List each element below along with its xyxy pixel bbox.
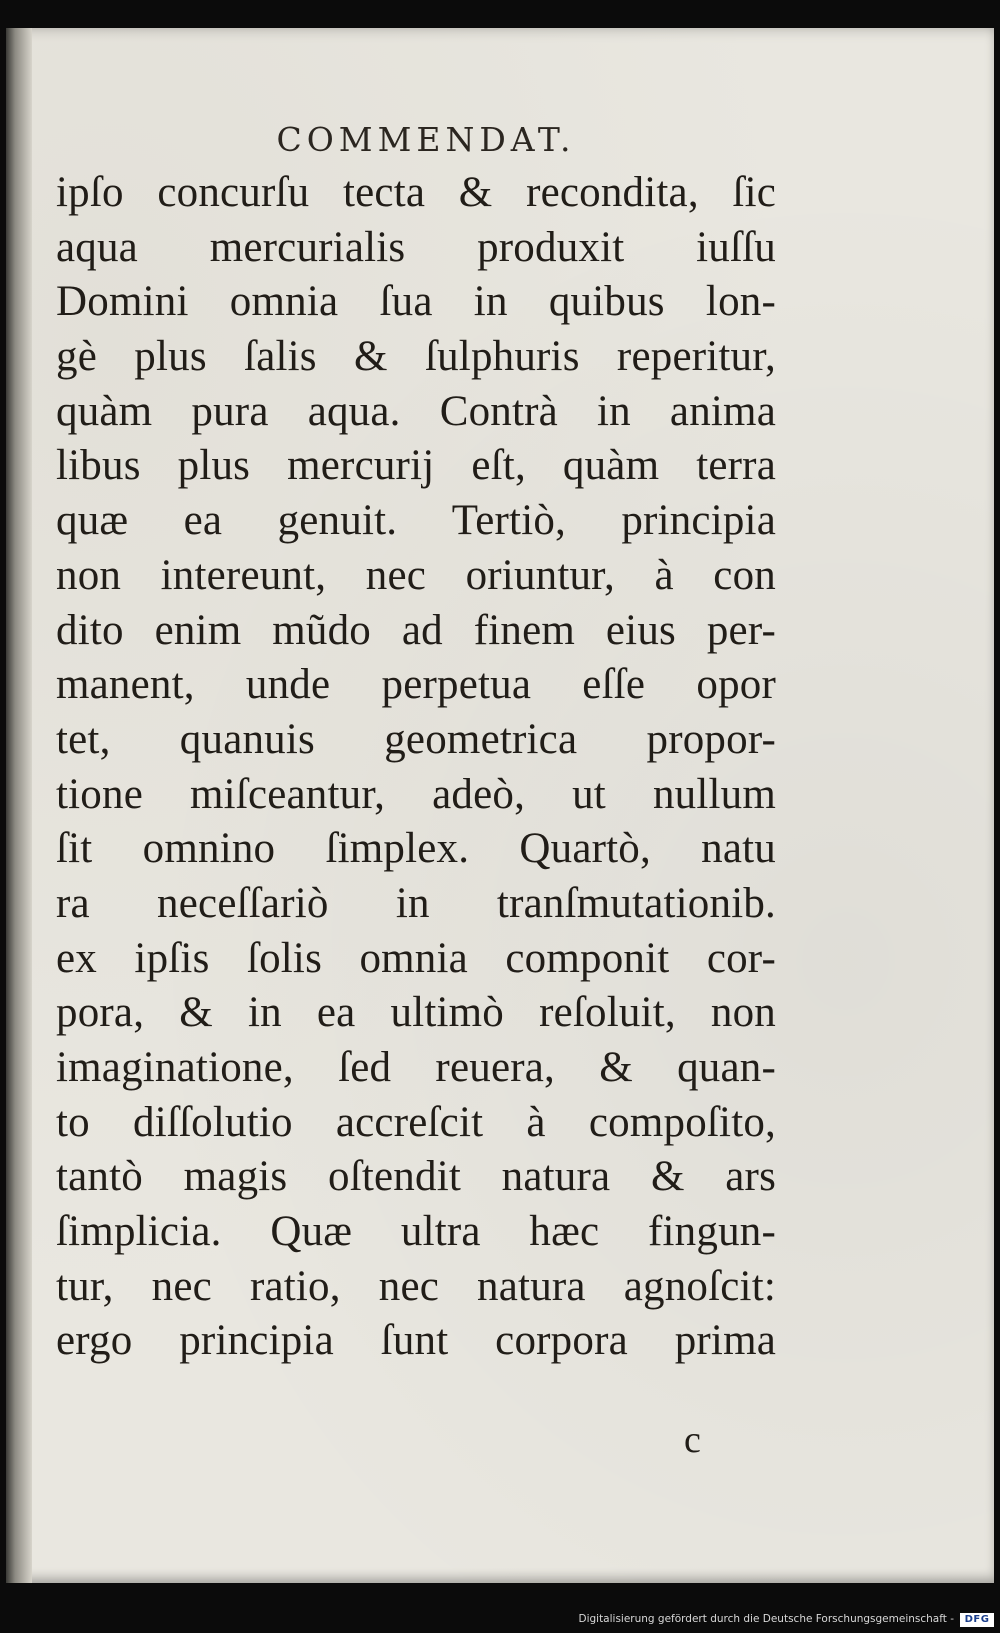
running-head: COMMENDAT. [276, 120, 576, 159]
text-line: ra neceſſariò in tranſmutationib. [56, 879, 776, 927]
digitization-credit: Digitalisierung gefördert durch die Deutsche Forschungsgemeinschaft - [578, 1613, 954, 1625]
text-line: gè plus ſalis & ſulphuris reperitur, [56, 333, 776, 381]
text-line: tet, quanuis geometrica propor- [56, 715, 776, 763]
text-line: dito enim mũdo ad finem eius per- [56, 606, 776, 654]
dfg-logo-icon: DFG [960, 1613, 994, 1627]
text-line: ipſo concurſu tecta & recondita, ſic [56, 169, 776, 216]
text-line: ſit omnino ſimplex. Quartò, natu [56, 825, 776, 873]
text-line: aqua mercurialis produxit iuſſu [56, 223, 776, 271]
text-line: non intereunt, nec oriuntur, à con [56, 551, 776, 599]
text-line: tione miſceantur, adeò, ut nullum [56, 770, 776, 818]
signature-mark: c [684, 1419, 701, 1461]
text-line: imaginatione, ſed reuera, & quan- [56, 1044, 776, 1091]
text-line: ſimplicia. Quæ ultra hæc fingun- [56, 1208, 776, 1256]
text-line: pora, & in ea ultimò reſoluit, non [56, 989, 776, 1037]
page-gutter [6, 28, 32, 1583]
text-line: ergo principia ſunt corpora prima [56, 1317, 776, 1365]
book-page [6, 28, 994, 1583]
text-line: quæ ea genuit. Tertiò, principia [56, 497, 776, 545]
text-line: ex ipſis ſolis omnia componit cor- [56, 934, 776, 982]
text-line: to diſſolutio accreſcit à compoſito, [56, 1098, 776, 1146]
body-text [56, 166, 776, 1369]
text-line: Domini omnia ſua in quibus lon- [56, 278, 776, 326]
text-line: manent, unde perpetua eſſe opor [56, 661, 776, 709]
text-line: tantò magis oſtendit natura & ars [56, 1153, 776, 1201]
text-line: libus plus mercurij eſt, quàm terra [56, 442, 776, 490]
text-line: tur, nec ratio, nec natura agnoſcit: [56, 1262, 776, 1310]
footer-bar [0, 1583, 1000, 1633]
text-line: quàm pura aqua. Contrà in anima [56, 387, 776, 435]
